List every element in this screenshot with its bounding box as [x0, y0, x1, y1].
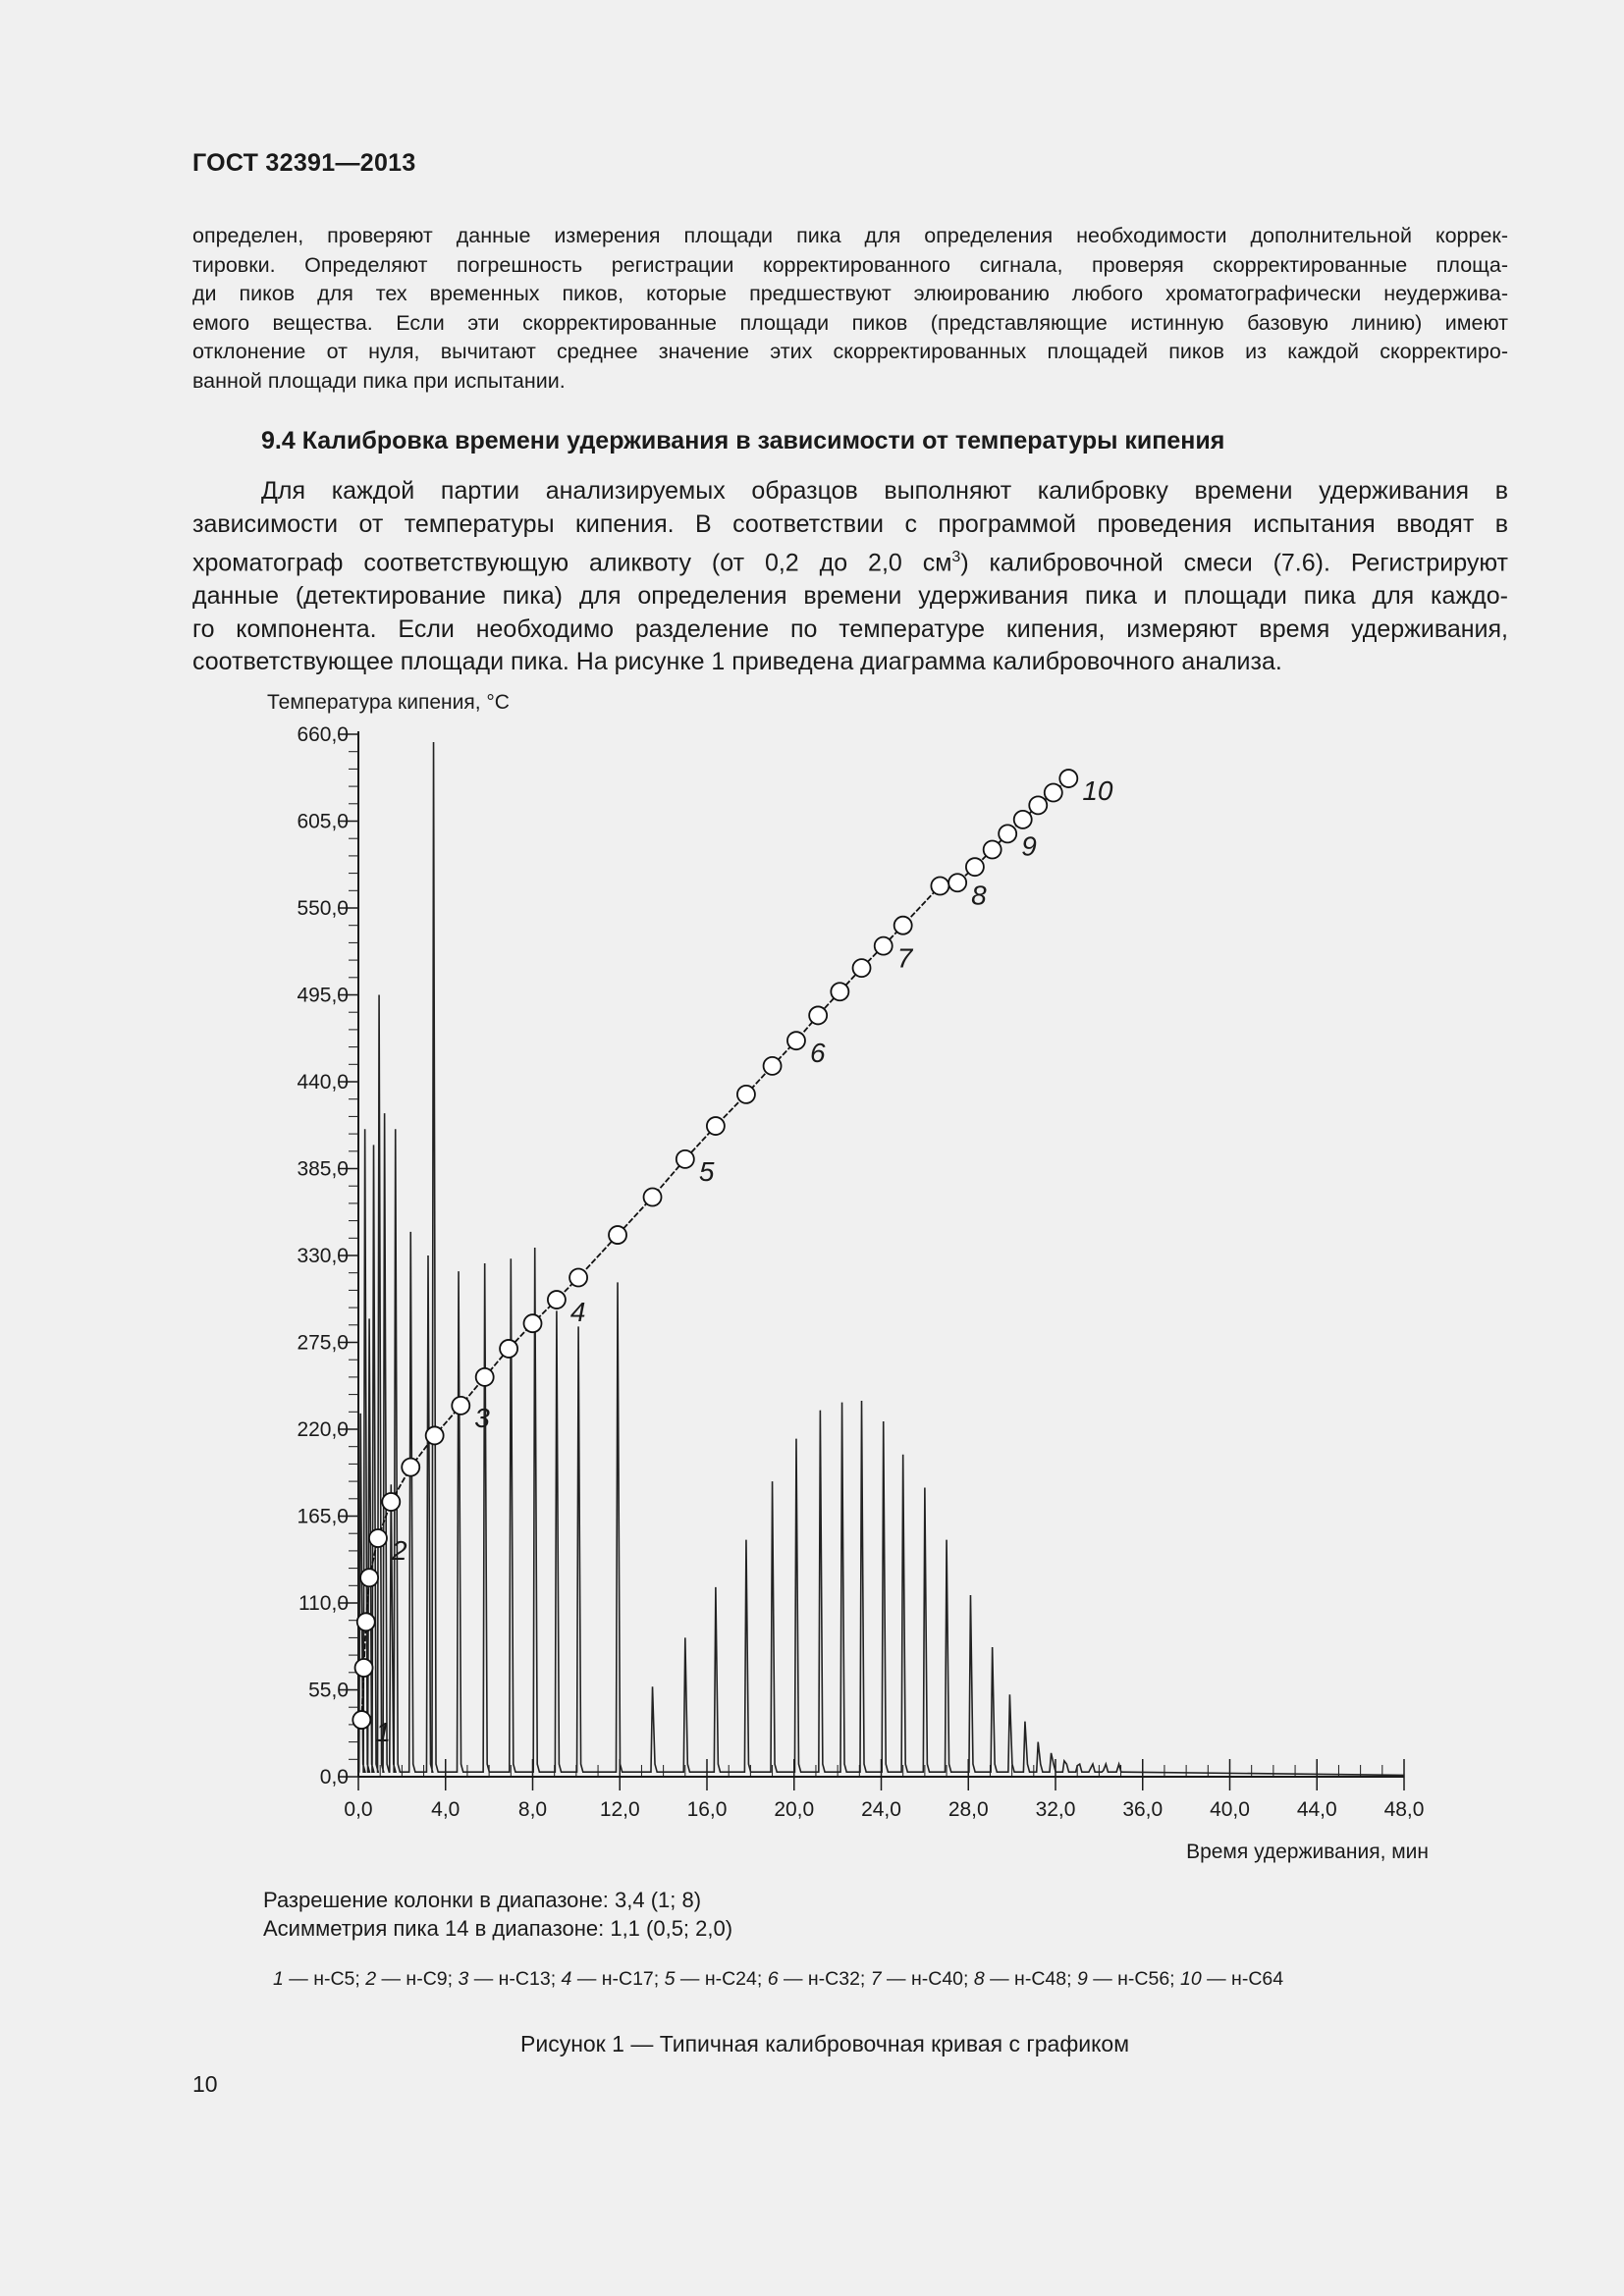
text-line: зависимости от температуры кипения. В соответствии с программой проведения испытания вводят в — [192, 509, 1508, 538]
y-axis-label: Температура кипения, °C — [267, 691, 510, 714]
point-label: 4 — [569, 1297, 586, 1328]
legend-number: 1 — [273, 1968, 284, 1990]
calibration-point — [644, 1188, 662, 1205]
x-tick-label: 24,0 — [861, 1798, 901, 1821]
point-label: 7 — [896, 942, 913, 974]
legend-text: — н-С32; — [778, 1968, 871, 1990]
legend-number: 8 — [973, 1968, 985, 1990]
point-label: 8 — [971, 880, 987, 911]
calibration-point — [382, 1493, 400, 1511]
calibration-point — [500, 1340, 517, 1358]
text-segment: Для каждой партии анализируемых образцов выполняют калибровку времени удерживания в — [261, 477, 1508, 505]
calibration-point — [948, 874, 966, 891]
x-tick-label: 4,0 — [431, 1798, 460, 1821]
legend-number: 3 — [458, 1968, 469, 1990]
calibration-point — [1045, 784, 1062, 802]
y-tick-label: 165,0 — [297, 1505, 349, 1528]
y-tick-label: 550,0 — [297, 897, 349, 920]
legend-text: — н-С40; — [881, 1968, 974, 1990]
legend-number: 9 — [1076, 1968, 1088, 1990]
text-line: го компонента. Если необходимо разделение по температуре кипения, измеряют время удерживания, — [192, 614, 1508, 643]
x-tick-label: 36,0 — [1122, 1798, 1164, 1821]
text-segment: хроматограф соответствующую аликвоту (от 0,2 до 2,0 см — [192, 549, 952, 577]
calibration-point — [931, 877, 948, 894]
point-label: 6 — [809, 1038, 826, 1069]
calibration-curve — [361, 778, 1068, 1720]
calibration-point — [831, 983, 848, 1000]
calibration-point — [984, 840, 1001, 858]
text-line: ванной площади пика при испытании. — [192, 368, 566, 393]
legend-text: — н-С13; — [468, 1968, 562, 1990]
resolution-note: Разрешение колонки в диапазоне: 3,4 (1; 8) — [263, 1888, 702, 1912]
page-number: 10 — [192, 2071, 218, 2097]
figure-caption: Рисунок 1 — Типичная калибровочная кривая с графиком — [520, 2031, 1130, 2056]
calibration-point — [764, 1057, 782, 1075]
legend-text: — н-С56; — [1087, 1968, 1181, 1990]
text-line: отклонение от нуля, вычитают среднее значение этих скорректированных площадей пиков из каждой скорректиро- — [192, 340, 1508, 364]
x-tick-label: 0,0 — [344, 1798, 373, 1821]
y-tick-label: 275,0 — [297, 1331, 349, 1355]
calibration-point — [402, 1459, 419, 1476]
legend-text: — н-С17; — [571, 1968, 665, 1990]
y-tick-label: 385,0 — [297, 1157, 349, 1181]
calibration-point — [875, 937, 893, 955]
x-axis-label: Время удерживания, мин — [1186, 1841, 1429, 1863]
calibration-point — [677, 1150, 694, 1168]
calibration-point — [476, 1368, 494, 1386]
calibration-point — [999, 825, 1016, 842]
calibration-point — [737, 1086, 755, 1103]
x-tick-label: 16,0 — [686, 1798, 728, 1821]
point-label: 1 — [375, 1717, 391, 1748]
y-tick-label: 660,0 — [297, 723, 349, 746]
calibration-point — [357, 1613, 375, 1630]
legend-number: 5 — [664, 1968, 676, 1990]
calibration-point — [1059, 770, 1077, 787]
calibration-point — [894, 917, 912, 934]
x-tick-label: 32,0 — [1035, 1798, 1076, 1821]
calibration-point — [524, 1314, 542, 1332]
y-tick-label: 110,0 — [298, 1592, 349, 1615]
y-tick-label: 330,0 — [297, 1245, 349, 1267]
calibration-point — [1029, 796, 1047, 814]
legend-number: 2 — [365, 1968, 377, 1990]
text-line: тировки. Определяют погрешность регистрации корректированного сигнала, проверяя скорректированные площа- — [192, 252, 1508, 277]
text-line: соответствующее площади пика. На рисунке 1 приведена диаграмма калибровочного анализа. — [192, 648, 1282, 676]
text-line: данные (детектирование пика) для определения времени удерживания пика и площади пика для каждо- — [192, 582, 1508, 611]
calibration-point — [1014, 811, 1032, 828]
calibration-point — [360, 1569, 378, 1586]
text-segment: ) калибровочной смеси (7.6). Регистрируют — [960, 549, 1508, 577]
superscript: 3 — [951, 549, 961, 566]
calibration-point — [707, 1117, 725, 1135]
point-label: 5 — [698, 1155, 715, 1187]
point-label: 10 — [1082, 775, 1113, 807]
x-tick-label: 48,0 — [1383, 1798, 1425, 1821]
legend-number: 6 — [767, 1968, 779, 1990]
calibration-point — [609, 1226, 626, 1244]
x-tick-label: 40,0 — [1210, 1798, 1250, 1821]
y-tick-label: 220,0 — [297, 1418, 349, 1441]
text-line: определен, проверяют данные измерения площади пика для определения необходимости дополнительной коррек- — [192, 224, 1508, 247]
legend-number: 4 — [561, 1968, 572, 1990]
y-tick-label: 55,0 — [308, 1679, 349, 1702]
legend-text: — н-С24; — [675, 1968, 768, 1990]
calibration-point — [452, 1397, 469, 1415]
point-label: 3 — [474, 1402, 490, 1433]
text-line: ди пиков для тех временных пиков, которые предшествуют элюированию любого хроматографически неудержива- — [192, 282, 1508, 306]
legend-text: — н-С9; — [376, 1968, 459, 1990]
calibration-point — [355, 1659, 373, 1677]
text-line: емого вещества. Если эти скорректированные площади пиков (представляющие истинную базовую линию) имеют — [192, 310, 1508, 335]
y-tick-label: 440,0 — [297, 1071, 349, 1094]
x-tick-label: 28,0 — [947, 1798, 989, 1821]
calibration-point — [853, 959, 871, 977]
x-tick-label: 44,0 — [1296, 1798, 1337, 1821]
asymmetry-note: Асимметрия пика 14 в диапазоне: 1,1 (0,5; 2,0) — [263, 1916, 733, 1941]
calibration-point — [787, 1032, 805, 1049]
x-tick-label: 12,0 — [599, 1798, 640, 1821]
figure-legend — [273, 1968, 1283, 1991]
y-tick-label: 0,0 — [319, 1766, 349, 1789]
calibration-point — [809, 1006, 827, 1024]
x-tick-label: 20,0 — [774, 1798, 815, 1821]
legend-text: — н-С64 — [1201, 1968, 1284, 1990]
chromatogram-trace — [358, 742, 1404, 1775]
calibration-point — [548, 1291, 566, 1308]
legend-text: — н-С48; — [984, 1968, 1077, 1990]
calibration-point — [352, 1711, 370, 1729]
legend-number: 10 — [1180, 1968, 1202, 1990]
calibration-point — [966, 858, 984, 876]
x-tick-label: 8,0 — [517, 1798, 548, 1821]
calibration-point — [569, 1269, 587, 1287]
legend-text: — н-С5; — [283, 1968, 366, 1990]
point-label: 2 — [391, 1535, 407, 1567]
y-tick-label: 605,0 — [297, 810, 349, 833]
calibration-point — [369, 1529, 387, 1547]
legend-number: 7 — [870, 1968, 882, 1990]
y-tick-label: 495,0 — [297, 984, 349, 1007]
point-label: 9 — [1021, 830, 1037, 862]
document-header: ГОСТ 32391—2013 — [192, 149, 416, 177]
calibration-point — [426, 1426, 444, 1444]
section-title: 9.4 Калибровка времени удерживания в зависимости от температуры кипения — [261, 427, 1225, 454]
